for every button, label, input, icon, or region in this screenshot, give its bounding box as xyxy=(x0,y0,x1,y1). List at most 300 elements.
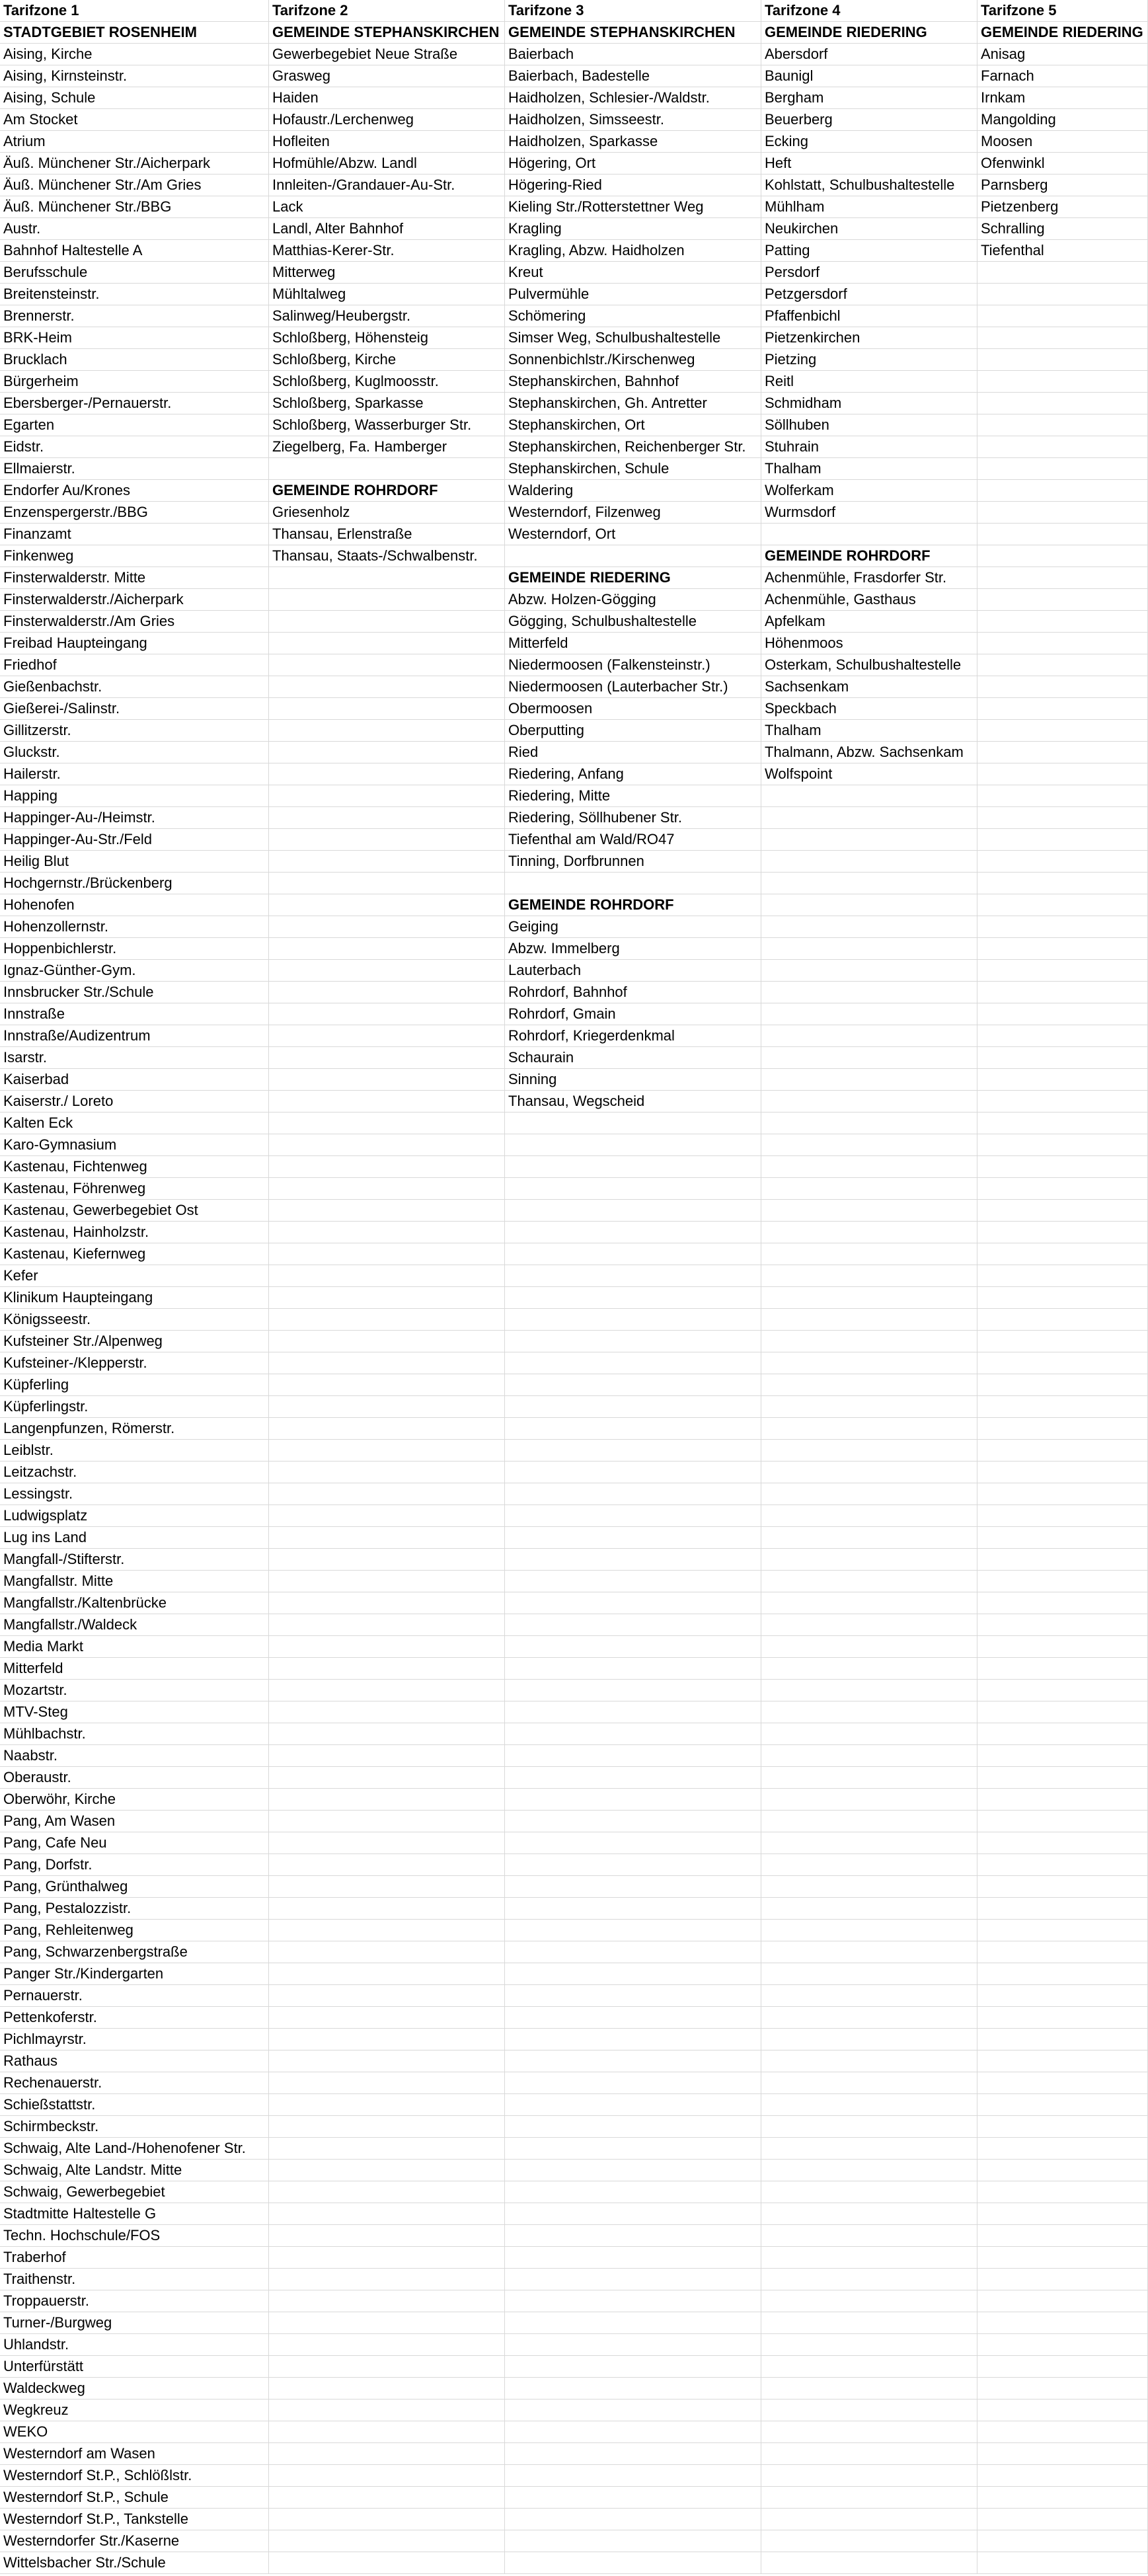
table-cell: Freibad Haupteingang xyxy=(0,633,269,654)
table-cell: Rohrdorf, Kriegerdenkmal xyxy=(505,1025,761,1047)
table-row xyxy=(0,1920,1148,1941)
table-cell: Högering, Ort xyxy=(505,153,761,175)
table-row xyxy=(0,218,1148,240)
table-cell xyxy=(761,2421,977,2443)
table-cell: Kufsteiner Str./Alpenweg xyxy=(0,1331,269,1352)
table-cell xyxy=(269,1614,505,1636)
table-cell: Obermoosen xyxy=(505,698,761,720)
table-row xyxy=(0,1352,1148,1374)
table-cell: Breitensteinstr. xyxy=(0,284,269,305)
table-cell: Karo-Gymnasium xyxy=(0,1134,269,1156)
table-row xyxy=(0,1374,1148,1396)
table-row xyxy=(0,1505,1148,1527)
table-cell xyxy=(505,2247,761,2269)
column-header-zone-3: Tarifzone 3 xyxy=(505,0,761,22)
table-cell: Ludwigsplatz xyxy=(0,1505,269,1527)
table-row xyxy=(0,1701,1148,1723)
table-cell: Innstraße xyxy=(0,1003,269,1025)
table-cell xyxy=(761,2290,977,2312)
table-row xyxy=(0,1636,1148,1658)
table-cell: Sinning xyxy=(505,1069,761,1091)
table-cell xyxy=(977,1025,1148,1047)
table-cell xyxy=(761,2050,977,2072)
table-cell xyxy=(761,1287,977,1309)
table-cell xyxy=(761,1571,977,1592)
table-cell xyxy=(505,2116,761,2138)
table-cell xyxy=(269,938,505,960)
table-cell: Bahnhof Haltestelle A xyxy=(0,240,269,262)
table-cell xyxy=(505,1658,761,1680)
table-cell xyxy=(761,2487,977,2509)
table-cell xyxy=(977,2378,1148,2400)
table-cell xyxy=(977,1440,1148,1462)
table-cell xyxy=(977,1985,1148,2007)
table-cell xyxy=(761,1876,977,1898)
table-cell xyxy=(977,2007,1148,2029)
table-cell: Hailerstr. xyxy=(0,763,269,785)
table-cell xyxy=(761,2509,977,2530)
table-cell xyxy=(977,1832,1148,1854)
table-cell xyxy=(977,633,1148,654)
table-cell: Klinikum Haupteingang xyxy=(0,1287,269,1309)
table-cell: Oberputting xyxy=(505,720,761,742)
table-row xyxy=(0,240,1148,262)
table-cell: Anisag xyxy=(977,44,1148,65)
table-cell: Stadtmitte Haltestelle G xyxy=(0,2203,269,2225)
table-cell: GEMEINDE STEPHANSKIRCHEN xyxy=(505,22,761,44)
table-cell xyxy=(505,2094,761,2116)
table-cell xyxy=(505,2269,761,2290)
table-row xyxy=(0,2247,1148,2269)
table-cell: Haidholzen, Sparkasse xyxy=(505,131,761,153)
table-row xyxy=(0,2007,1148,2029)
table-cell xyxy=(269,2181,505,2203)
table-row xyxy=(0,371,1148,393)
table-cell xyxy=(505,2181,761,2203)
table-cell: Gögging, Schulbushaltestelle xyxy=(505,611,761,633)
table-cell xyxy=(977,2312,1148,2334)
table-cell xyxy=(761,1025,977,1047)
table-row xyxy=(0,2203,1148,2225)
table-cell xyxy=(977,1483,1148,1505)
table-cell: Thalmann, Abzw. Sachsenkam xyxy=(761,742,977,763)
table-cell xyxy=(505,1200,761,1222)
table-cell xyxy=(505,1222,761,1243)
table-cell: Mangolding xyxy=(977,109,1148,131)
table-cell: Kastenau, Fichtenweg xyxy=(0,1156,269,1178)
table-cell: Troppauerstr. xyxy=(0,2290,269,2312)
table-cell xyxy=(269,1745,505,1767)
table-row xyxy=(0,1440,1148,1462)
table-cell: Persdorf xyxy=(761,262,977,284)
table-cell: Pietzenberg xyxy=(977,196,1148,218)
table-cell xyxy=(269,1941,505,1963)
table-row xyxy=(0,1789,1148,1811)
table-row xyxy=(0,873,1148,894)
table-cell xyxy=(977,1352,1148,1374)
table-row xyxy=(0,65,1148,87)
table-row xyxy=(0,1723,1148,1745)
table-cell xyxy=(269,1854,505,1876)
table-cell: Wurmsdorf xyxy=(761,502,977,524)
table-row xyxy=(0,327,1148,349)
table-cell xyxy=(505,1112,761,1134)
table-row xyxy=(0,567,1148,589)
table-cell xyxy=(977,1331,1148,1352)
table-cell xyxy=(269,1003,505,1025)
table-cell xyxy=(761,1505,977,1527)
table-cell xyxy=(269,676,505,698)
table-cell xyxy=(269,2334,505,2356)
table-row xyxy=(0,654,1148,676)
table-row xyxy=(0,1963,1148,1985)
table-cell xyxy=(977,1200,1148,1222)
table-row xyxy=(0,2334,1148,2356)
table-cell xyxy=(977,480,1148,502)
table-cell xyxy=(269,1396,505,1418)
table-row xyxy=(0,2465,1148,2487)
table-cell xyxy=(977,305,1148,327)
table-cell: Oberaustr. xyxy=(0,1767,269,1789)
table-row xyxy=(0,2509,1148,2530)
table-cell xyxy=(269,611,505,633)
table-cell xyxy=(761,1047,977,1069)
table-cell: Baierbach, Badestelle xyxy=(505,65,761,87)
table-row xyxy=(0,545,1148,567)
table-cell: Stephanskirchen, Schule xyxy=(505,458,761,480)
table-cell: Irnkam xyxy=(977,87,1148,109)
table-cell: Parnsberg xyxy=(977,175,1148,196)
table-cell xyxy=(761,1963,977,1985)
table-row xyxy=(0,1854,1148,1876)
table-cell: Geiging xyxy=(505,916,761,938)
table-cell xyxy=(761,2094,977,2116)
table-cell: Rohrdorf, Bahnhof xyxy=(505,982,761,1003)
table-cell xyxy=(505,1287,761,1309)
table-cell xyxy=(505,1854,761,1876)
table-cell: Riedering, Anfang xyxy=(505,763,761,785)
table-cell: Finkenweg xyxy=(0,545,269,567)
table-cell xyxy=(269,1418,505,1440)
table-cell: Abzw. Holzen-Gögging xyxy=(505,589,761,611)
table-row xyxy=(0,2421,1148,2443)
table-cell xyxy=(505,1832,761,1854)
table-cell: Brucklach xyxy=(0,349,269,371)
table-row xyxy=(0,2530,1148,2552)
table-cell: Am Stocket xyxy=(0,109,269,131)
table-cell xyxy=(269,1462,505,1483)
column-header-zone-1: Tarifzone 1 xyxy=(0,0,269,22)
table-cell xyxy=(977,502,1148,524)
table-cell: Pulvermühle xyxy=(505,284,761,305)
table-row xyxy=(0,284,1148,305)
table-cell xyxy=(761,1396,977,1418)
table-cell: Tiefenthal xyxy=(977,240,1148,262)
table-cell: Pang, Rehleitenweg xyxy=(0,1920,269,1941)
table-cell xyxy=(269,1091,505,1112)
table-cell xyxy=(761,1003,977,1025)
table-cell xyxy=(977,2181,1148,2203)
table-cell xyxy=(505,1243,761,1265)
table-cell: Westerndorfer Str./Kaserne xyxy=(0,2530,269,2552)
table-cell xyxy=(269,785,505,807)
table-cell: Brennerstr. xyxy=(0,305,269,327)
table-cell xyxy=(977,1571,1148,1592)
table-cell: Bürgerheim xyxy=(0,371,269,393)
table-cell xyxy=(505,2160,761,2181)
table-cell: Rathaus xyxy=(0,2050,269,2072)
table-cell xyxy=(977,567,1148,589)
table-cell: Thansau, Wegscheid xyxy=(505,1091,761,1112)
table-cell xyxy=(761,1112,977,1134)
table-cell: Kragling xyxy=(505,218,761,240)
table-cell: WEKO xyxy=(0,2421,269,2443)
table-cell xyxy=(977,1723,1148,1745)
table-row xyxy=(0,676,1148,698)
table-row xyxy=(0,2029,1148,2050)
table-cell xyxy=(269,2290,505,2312)
table-row xyxy=(0,829,1148,851)
table-cell xyxy=(761,1374,977,1396)
table-cell xyxy=(761,2400,977,2421)
table-cell xyxy=(269,1178,505,1200)
table-cell: Abersdorf xyxy=(761,44,977,65)
table-row xyxy=(0,1243,1148,1265)
table-cell xyxy=(269,1767,505,1789)
table-cell xyxy=(977,698,1148,720)
table-row xyxy=(0,1767,1148,1789)
table-row xyxy=(0,436,1148,458)
table-cell xyxy=(761,1178,977,1200)
table-cell xyxy=(269,1374,505,1396)
table-row xyxy=(0,960,1148,982)
table-cell xyxy=(269,2530,505,2552)
table-cell: Kreut xyxy=(505,262,761,284)
table-cell: GEMEINDE RIEDERING xyxy=(505,567,761,589)
table-cell: Waldeckweg xyxy=(0,2378,269,2400)
table-cell xyxy=(761,2029,977,2050)
table-cell xyxy=(505,1701,761,1723)
table-cell: Lack xyxy=(269,196,505,218)
table-cell xyxy=(269,1069,505,1091)
table-row xyxy=(0,1134,1148,1156)
table-cell xyxy=(505,2378,761,2400)
table-cell: Enzenspergerstr./BBG xyxy=(0,502,269,524)
table-row xyxy=(0,480,1148,502)
table-cell xyxy=(505,1396,761,1418)
table-cell: Königsseestr. xyxy=(0,1309,269,1331)
table-row xyxy=(0,2356,1148,2378)
table-row xyxy=(0,1832,1148,1854)
table-cell: Pichlmayrstr. xyxy=(0,2029,269,2050)
table-cell: Heft xyxy=(761,153,977,175)
table-cell xyxy=(977,960,1148,982)
table-cell xyxy=(269,1331,505,1352)
table-cell xyxy=(269,1483,505,1505)
table-cell xyxy=(505,545,761,567)
table-cell xyxy=(977,2094,1148,2116)
table-cell xyxy=(977,1396,1148,1418)
table-cell xyxy=(505,1505,761,1527)
table-cell: Gießerei-/Salinstr. xyxy=(0,698,269,720)
table-row xyxy=(0,1614,1148,1636)
table-cell xyxy=(505,1483,761,1505)
table-cell: Stephanskirchen, Bahnhof xyxy=(505,371,761,393)
table-cell xyxy=(977,1680,1148,1701)
table-cell xyxy=(977,1963,1148,1985)
table-cell xyxy=(761,1265,977,1287)
table-cell: Farnach xyxy=(977,65,1148,87)
table-cell: Schralling xyxy=(977,218,1148,240)
table-cell xyxy=(269,1112,505,1134)
table-cell xyxy=(977,2072,1148,2094)
table-cell xyxy=(761,1767,977,1789)
table-row xyxy=(0,44,1148,65)
table-cell: Lessingstr. xyxy=(0,1483,269,1505)
table-cell xyxy=(505,2421,761,2443)
table-cell xyxy=(761,1680,977,1701)
table-cell: Schwaig, Gewerbegebiet xyxy=(0,2181,269,2203)
table-cell: Ofenwinkl xyxy=(977,153,1148,175)
table-row xyxy=(0,1069,1148,1091)
table-cell: Kastenau, Kiefernweg xyxy=(0,1243,269,1265)
table-cell: Westerndorf St.P., Schlößlstr. xyxy=(0,2465,269,2487)
table-cell: Hohenzollernstr. xyxy=(0,916,269,938)
table-cell: Unterfürstätt xyxy=(0,2356,269,2378)
table-cell xyxy=(505,2530,761,2552)
table-cell: Pfaffenbichl xyxy=(761,305,977,327)
table-cell xyxy=(269,1658,505,1680)
table-cell xyxy=(761,1462,977,1483)
table-row xyxy=(0,589,1148,611)
table-cell xyxy=(269,698,505,720)
table-row xyxy=(0,2378,1148,2400)
table-cell xyxy=(761,1941,977,1963)
table-cell xyxy=(977,327,1148,349)
table-cell xyxy=(269,1200,505,1222)
table-cell: Aising, Schule xyxy=(0,87,269,109)
table-cell xyxy=(269,1985,505,2007)
table-cell xyxy=(269,2421,505,2443)
table-cell xyxy=(505,2138,761,2160)
table-cell xyxy=(269,742,505,763)
table-cell xyxy=(977,873,1148,894)
table-cell xyxy=(761,1898,977,1920)
table-cell xyxy=(977,1374,1148,1396)
table-cell: Innstraße/Audizentrum xyxy=(0,1025,269,1047)
table-cell xyxy=(977,545,1148,567)
table-cell xyxy=(977,284,1148,305)
table-row xyxy=(0,414,1148,436)
table-cell: Kalten Eck xyxy=(0,1112,269,1134)
table-cell xyxy=(505,2487,761,2509)
table-cell xyxy=(269,2356,505,2378)
table-row xyxy=(0,1047,1148,1069)
table-cell xyxy=(761,1069,977,1091)
table-cell xyxy=(269,2509,505,2530)
table-cell xyxy=(977,1876,1148,1898)
table-cell: Schwaig, Alte Land-/Hohenofener Str. xyxy=(0,2138,269,2160)
table-row xyxy=(0,109,1148,131)
table-cell xyxy=(269,2007,505,2029)
table-cell xyxy=(505,1440,761,1462)
table-cell: Ziegelberg, Fa. Hamberger xyxy=(269,436,505,458)
table-cell xyxy=(977,1243,1148,1265)
table-cell xyxy=(505,2007,761,2029)
table-cell xyxy=(977,1898,1148,1920)
table-cell: GEMEINDE ROHRDORF xyxy=(505,894,761,916)
table-cell xyxy=(761,2160,977,2181)
table-cell xyxy=(977,1309,1148,1331)
table-row xyxy=(0,1396,1148,1418)
table-cell: Endorfer Au/Krones xyxy=(0,480,269,502)
table-cell xyxy=(761,1200,977,1222)
table-cell xyxy=(269,1287,505,1309)
table-cell: Stephanskirchen, Reichenberger Str. xyxy=(505,436,761,458)
table-row xyxy=(0,1025,1148,1047)
table-cell xyxy=(761,2007,977,2029)
table-cell: Baunigl xyxy=(761,65,977,87)
table-cell xyxy=(269,1876,505,1898)
table-cell: Mitterfeld xyxy=(505,633,761,654)
table-cell xyxy=(761,1527,977,1549)
table-cell xyxy=(505,2334,761,2356)
table-cell xyxy=(977,2269,1148,2290)
table-cell: Gießenbachstr. xyxy=(0,676,269,698)
table-cell: Achenmühle, Gasthaus xyxy=(761,589,977,611)
table-cell xyxy=(977,1047,1148,1069)
table-cell xyxy=(505,1789,761,1811)
table-cell: Schloßberg, Kirche xyxy=(269,349,505,371)
table-cell xyxy=(505,1614,761,1636)
table-cell xyxy=(269,2269,505,2290)
table-cell: Haiden xyxy=(269,87,505,109)
table-row xyxy=(0,2094,1148,2116)
table-cell xyxy=(977,1614,1148,1636)
header-row xyxy=(0,0,1148,22)
table-cell xyxy=(269,2552,505,2574)
table-cell xyxy=(505,1680,761,1701)
table-cell xyxy=(269,1898,505,1920)
table-cell: Neukirchen xyxy=(761,218,977,240)
table-cell: Osterkam, Schulbushaltestelle xyxy=(761,654,977,676)
table-row xyxy=(0,763,1148,785)
table-cell xyxy=(505,2356,761,2378)
table-cell: Riedering, Mitte xyxy=(505,785,761,807)
table-row xyxy=(0,1745,1148,1767)
table-cell xyxy=(761,1331,977,1352)
table-cell: Pang, Grünthalweg xyxy=(0,1876,269,1898)
table-row xyxy=(0,2072,1148,2094)
table-cell: Äuß. Münchener Str./Am Gries xyxy=(0,175,269,196)
table-cell: Westerndorf St.P., Tankstelle xyxy=(0,2509,269,2530)
table-row xyxy=(0,1658,1148,1680)
table-cell: Lug ins Land xyxy=(0,1527,269,1549)
table-cell xyxy=(269,1549,505,1571)
table-cell xyxy=(505,2443,761,2465)
table-cell: Pernauerstr. xyxy=(0,1985,269,2007)
table-row xyxy=(0,1549,1148,1571)
table-row xyxy=(0,1680,1148,1701)
table-row xyxy=(0,2290,1148,2312)
table-cell xyxy=(977,2290,1148,2312)
table-cell: Langenpfunzen, Römerstr. xyxy=(0,1418,269,1440)
table-cell xyxy=(977,2530,1148,2552)
table-cell xyxy=(269,1832,505,1854)
table-cell xyxy=(977,1462,1148,1483)
table-cell: Schömering xyxy=(505,305,761,327)
table-row xyxy=(0,720,1148,742)
